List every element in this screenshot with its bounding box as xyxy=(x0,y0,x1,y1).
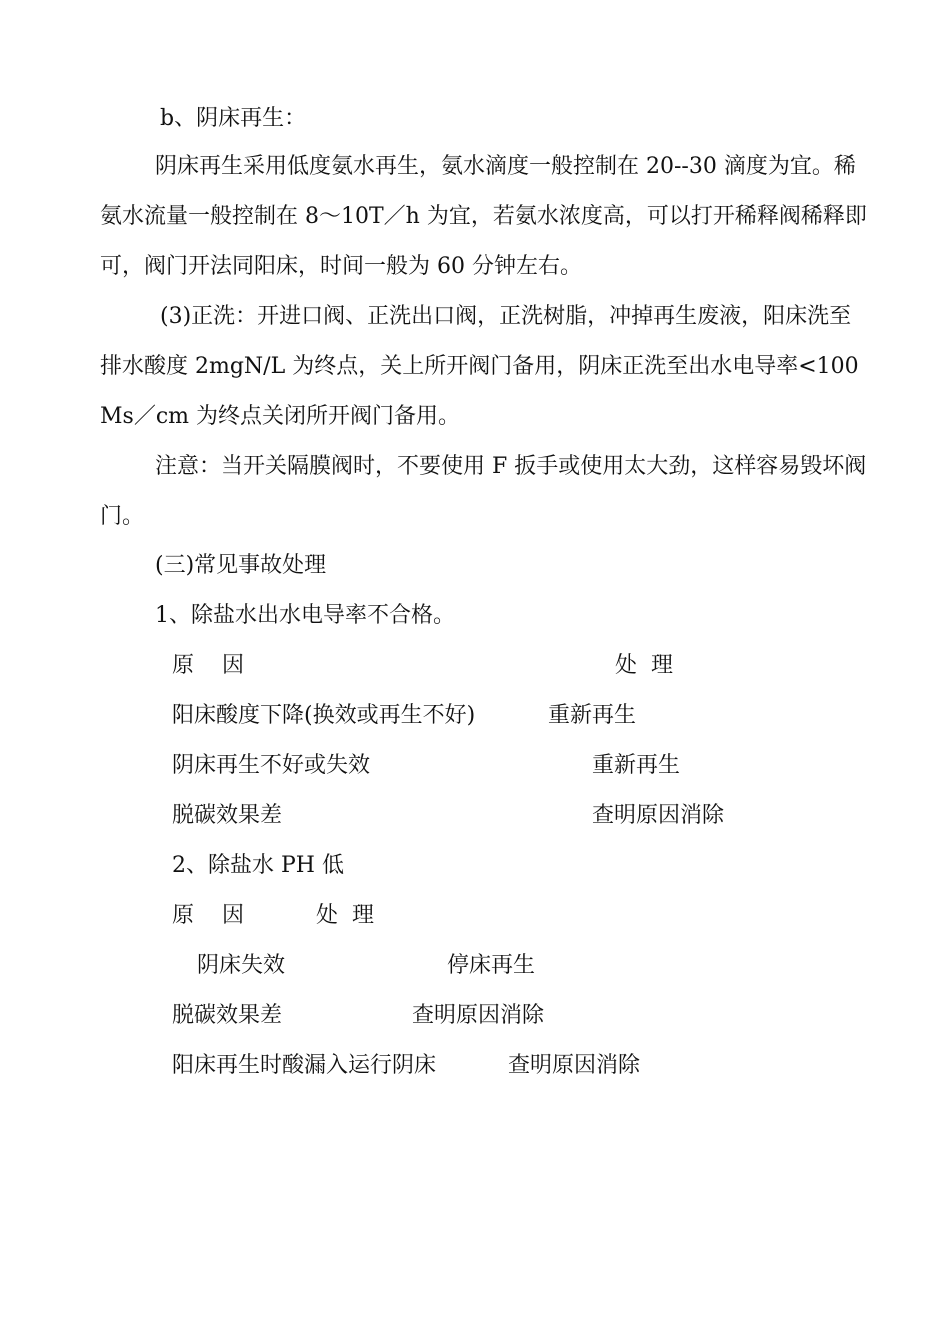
item2-header-action: 处 理 xyxy=(316,903,374,928)
item1-header-action: 处 理 xyxy=(615,653,673,678)
item2-row3-action: 查明原因消除 xyxy=(508,1053,641,1078)
item2-row2-action: 查明原因消除 xyxy=(412,1003,545,1028)
section-heading: (三)常见事故处理 xyxy=(155,553,327,578)
paragraph-note xyxy=(100,442,870,542)
item1-title: 1、除盐水出水电导率不合格。 xyxy=(155,603,455,628)
item2-header-cause: 原 因 xyxy=(172,903,244,928)
item1-row3-cause: 脱碳效果差 xyxy=(172,803,283,828)
paragraph-rinse xyxy=(100,292,870,442)
item1-row3-action: 查明原因消除 xyxy=(592,803,725,828)
item1-row1-cause: 阳床酸度下降(换效或再生不好) xyxy=(172,703,476,728)
heading-b: b、阴床再生： xyxy=(160,106,307,131)
item2-row2-cause: 脱碳效果差 xyxy=(172,1003,283,1028)
paragraph-rinse-text: (3)正洗：开进口阀、正洗出口阀，正洗树脂，冲掉再生废液，阳床洗至排水酸度 2mgN/L 为终点，关上所开阀门备用，阴床正洗至出水电导率<100Ms／cm 为终点关闭所开阀门备用。 xyxy=(100,304,859,429)
paragraph-note-text: 注意：当开关隔膜阀时，不要使用 F 扳手或使用太大劲，这样容易毁坏阀门。 xyxy=(100,454,867,529)
item2-row3-cause: 阳床再生时酸漏入运行阴床 xyxy=(172,1053,437,1078)
item1-row2-cause: 阴床再生不好或失效 xyxy=(172,753,371,778)
item2-row1-action: 停床再生 xyxy=(447,953,536,978)
item1-row1-action: 重新再生 xyxy=(548,703,637,728)
item2-title: 2、除盐水 PH 低 xyxy=(172,853,344,878)
item1-row2-action: 重新再生 xyxy=(592,753,681,778)
paragraph-regeneration xyxy=(100,142,870,292)
item2-row1-cause: 阴床失效 xyxy=(197,953,286,978)
item1-header-cause: 原 因 xyxy=(172,653,244,678)
paragraph-regeneration-text: 阴床再生采用低度氨水再生，氨水滴度一般控制在 20--30 滴度为宜。稀氨水流量一般控制在 8～10T／h 为宜，若氨水浓度高，可以打开稀释阀稀释即可，阀门开法同阳床，时间一般为 60 分钟左右。 xyxy=(100,154,867,279)
